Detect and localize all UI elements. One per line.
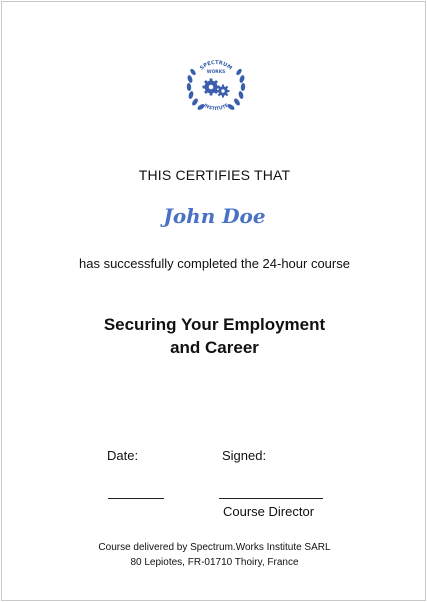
footer-line-1: Course delivered by Spectrum.Works Institute SARL <box>98 542 331 553</box>
date-signature-line <box>108 498 164 499</box>
logo-middle-text: WORKS <box>206 70 226 75</box>
footer-address <box>2 540 427 570</box>
recipient-name: John Doe <box>163 204 266 228</box>
institute-logo-icon <box>181 49 251 119</box>
course-title <box>2 313 427 359</box>
date-label: Date: <box>107 448 139 463</box>
certificate-page <box>1 1 426 601</box>
logo-bottom-text: INSTITUTE <box>202 103 230 113</box>
director-signature-line <box>219 498 323 499</box>
logo-top-text: SPECTRUM <box>198 59 233 72</box>
certifies-heading: THIS CERTIFIES THAT <box>138 167 291 183</box>
signed-label: Signed: <box>222 448 267 463</box>
completion-statement: has successfully completed the 24-hour course <box>79 256 350 271</box>
signer-title: Course Director <box>223 504 315 519</box>
svg-text:INSTITUTE <box>202 102 229 112</box>
course-title-line-1: Securing Your Employment <box>103 315 326 334</box>
course-title-line-2: and Career <box>170 338 259 357</box>
footer-line-2: 80 Lepiotes, FR-01710 Thoiry, France <box>130 557 299 568</box>
